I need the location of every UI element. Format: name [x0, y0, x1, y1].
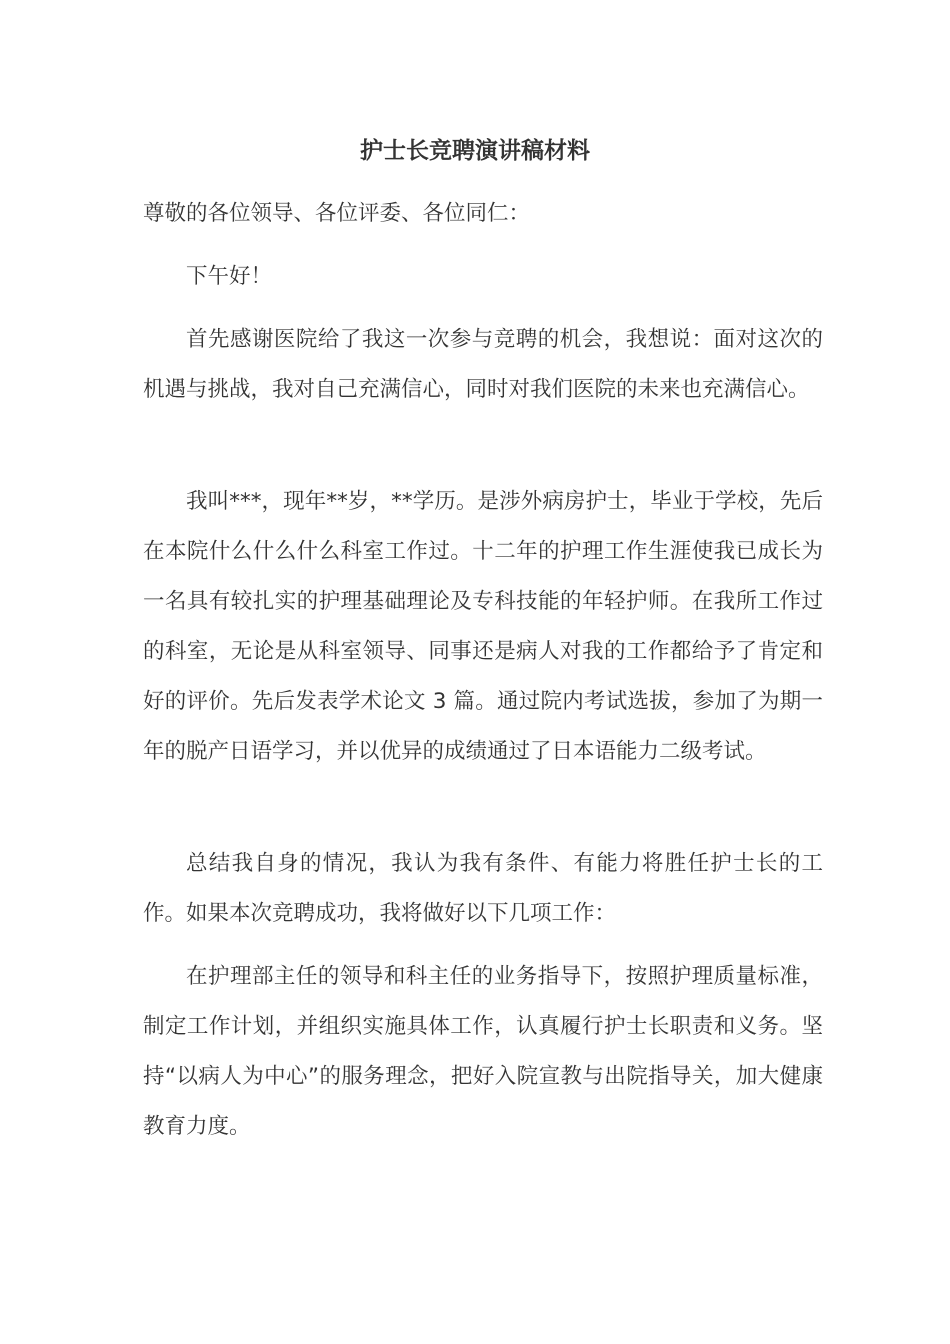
paragraph-greeting: 下午好！	[186, 264, 273, 289]
paragraph-work-plan: 在护理部主任的领导和科主任的业务指导下，按照护理质量标准，制定工作计划，并组织实施具体工作，认真履行护士长职责和义务。坚持“以病人为中心”的服务理念，把好入院宣教与出院指导关，加大健康教育力度。	[143, 964, 823, 1139]
document-title: 护士长竞聘演讲稿材料	[360, 138, 590, 164]
paragraph-summary: 总结我自身的情况，我认为我有条件、有能力将胜任护士长的工作。如果本次竞聘成功，我将做好以下几项工作：	[143, 851, 823, 926]
greeting-line: 尊敬的各位领导、各位评委、各位同仁：	[143, 201, 531, 226]
paragraph-self-introduction: 我叫***，现年**岁，**学历。是涉外病房护士，毕业于学校，先后在本院什么什么什么科室工作过。十二年的护理工作生涯使我已成长为一名具有较扎实的护理基础理论及专科技能的年轻护师。在我所工作过的科室，无论是从科室领导、同事还是病人对我的工作都给予了肯定和好的评价。先后发表学术论文 3 篇。通过院内考试选拔，参加了为期一年的脱产日语学习，并以优异的成绩通过了日本语能力二级考试。	[143, 489, 823, 764]
paragraph-thanks: 首先感谢医院给了我这一次参与竞聘的机会，我想说：面对这次的机遇与挑战，我对自己充满信心，同时对我们医院的未来也充满信心。	[143, 327, 823, 402]
